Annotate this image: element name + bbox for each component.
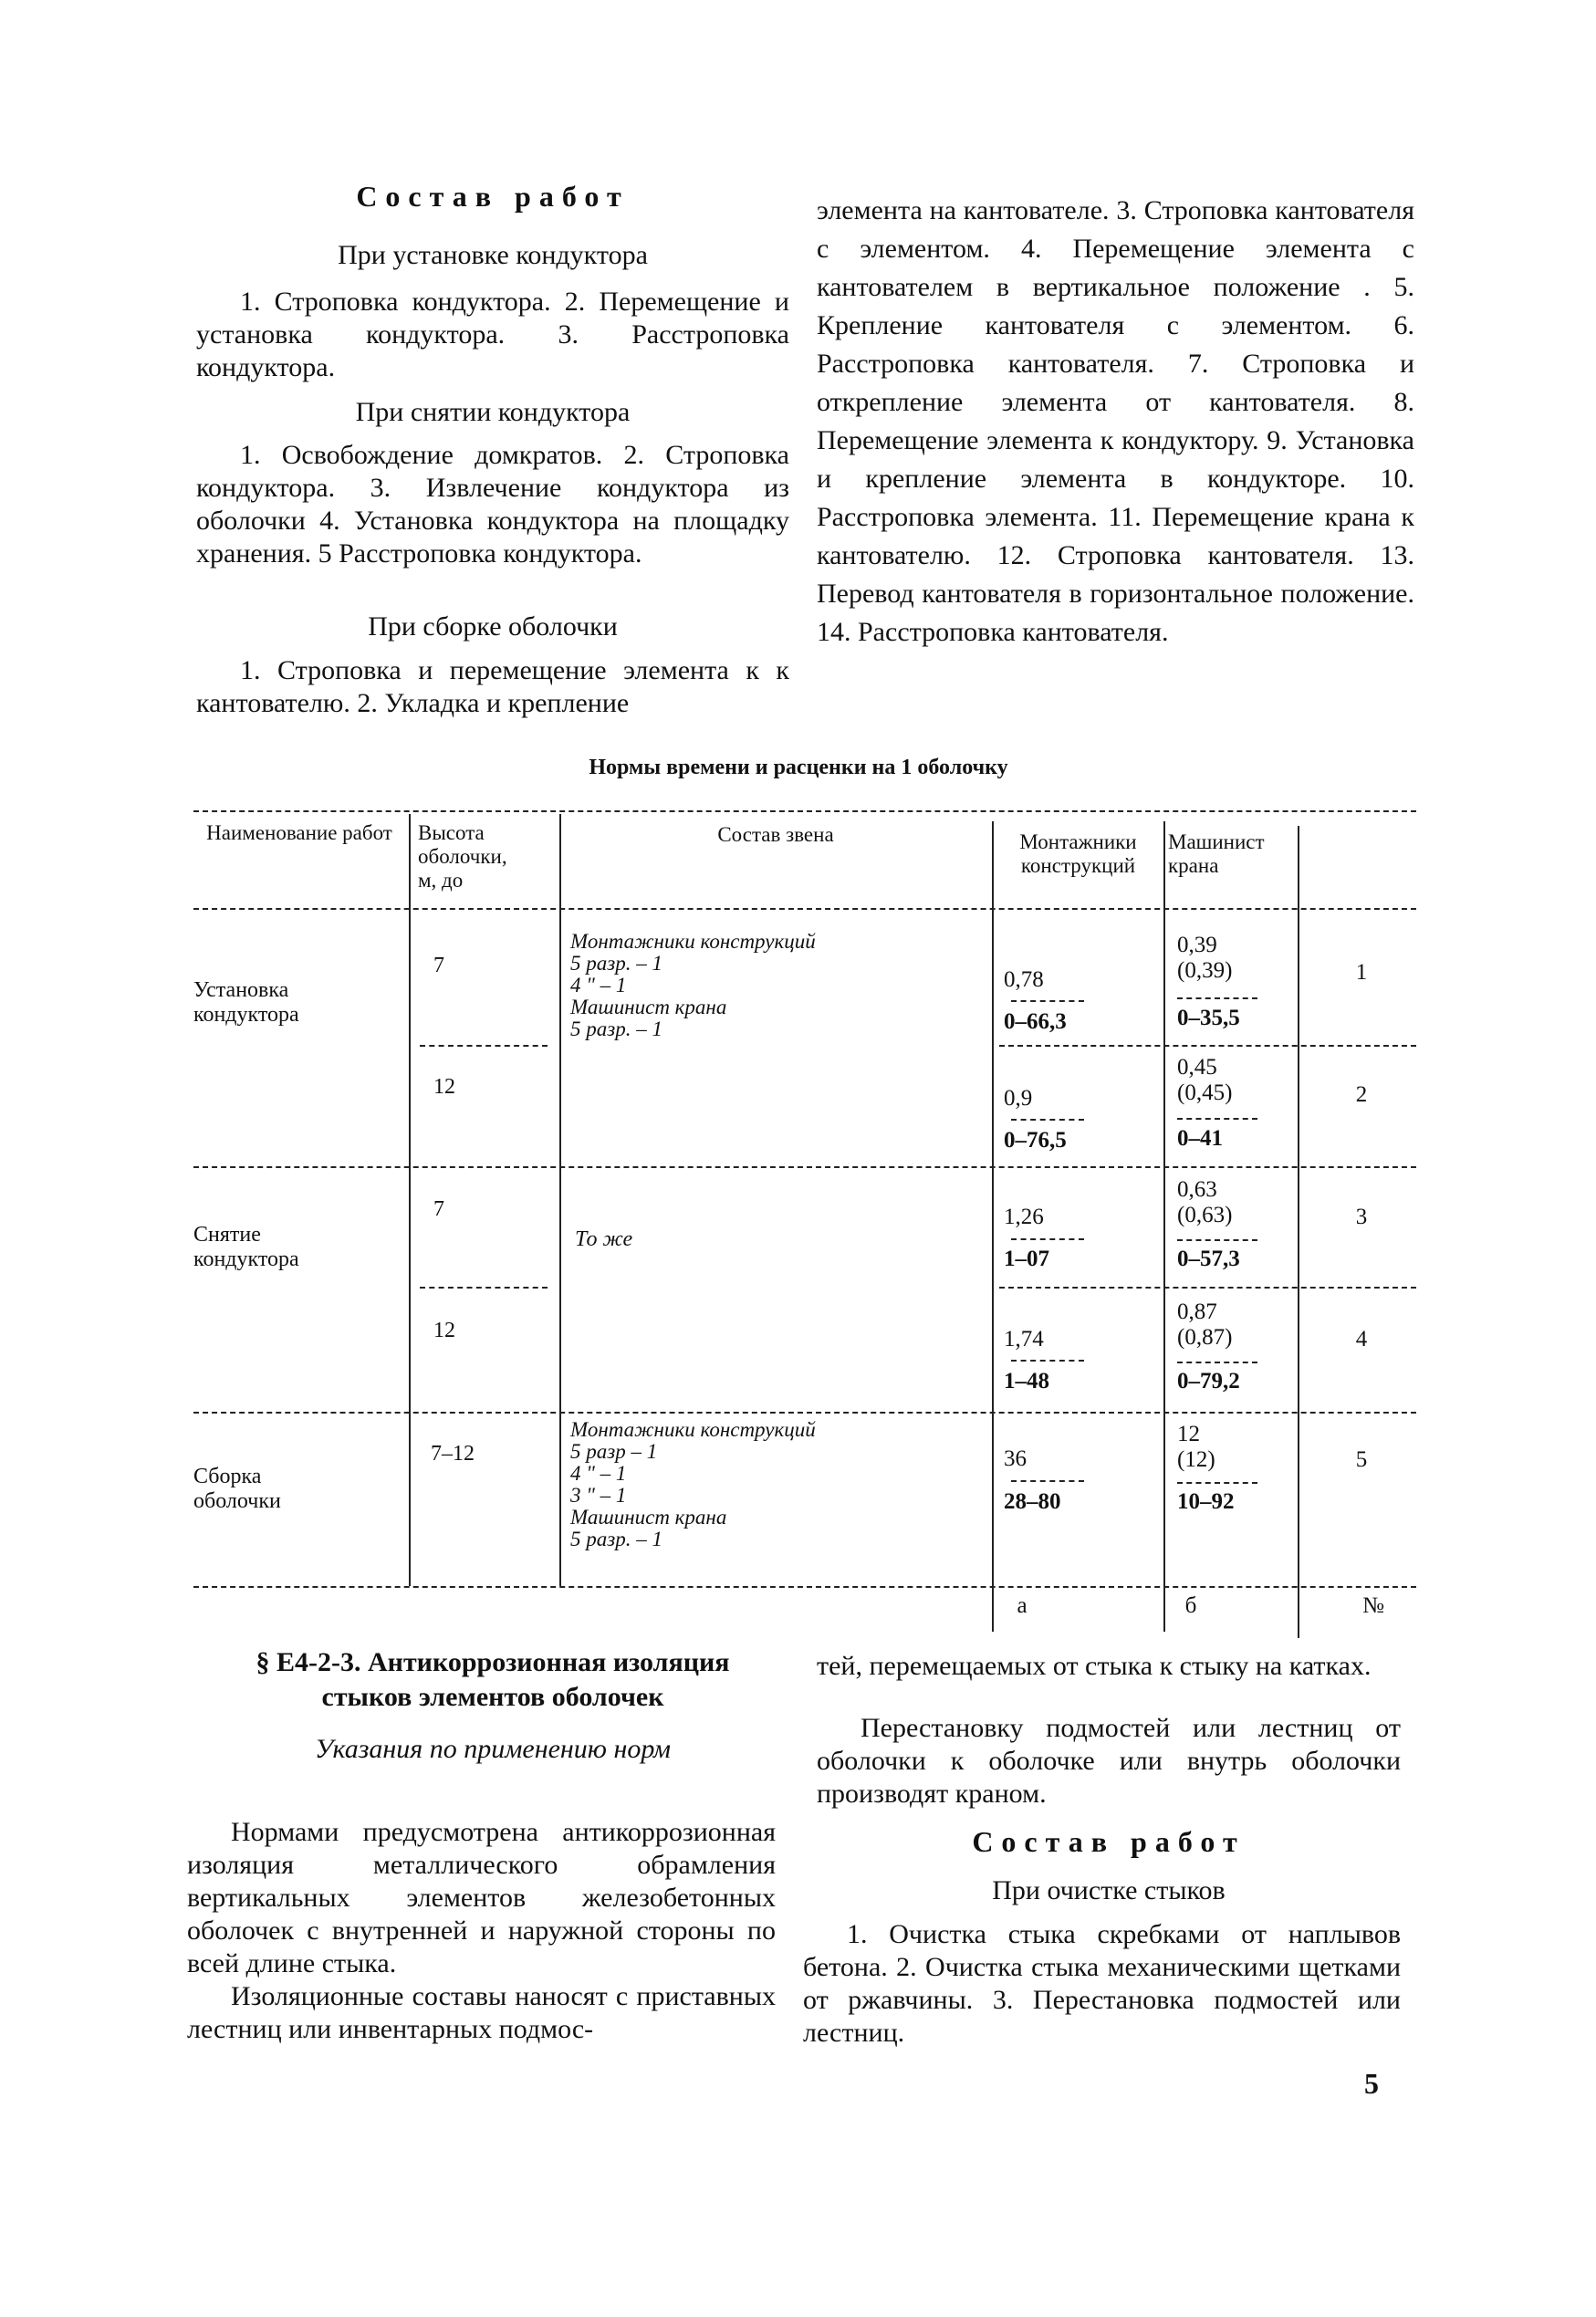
group1-row-split [999, 1045, 1416, 1047]
col-divider-4 [1163, 821, 1165, 1632]
group2-height-split [420, 1287, 548, 1289]
row4-height: 12 [433, 1319, 455, 1342]
row1-installers-fraction [1011, 1000, 1084, 1002]
row2-crane-machine-time: (0,45) [1177, 1080, 1233, 1105]
group3-name [193, 1465, 403, 1514]
right-paragraph-3: 1. Очистка стыка скребками от наплывов бетона. 2. Очистка стыка механическими щетками от ржавчины. 3. Перестановка подмостей или лестниц. [803, 1919, 1401, 2048]
header-name [193, 821, 405, 845]
row3-installers-time: 1,26 [1004, 1205, 1044, 1229]
row1-height: 7 [433, 954, 444, 977]
row4-crane-rate: 0–79,2 [1177, 1369, 1240, 1393]
group2-name-l2: кондуктора [193, 1247, 299, 1271]
row5-crane-rate: 10–92 [1177, 1489, 1235, 1514]
paragraph-assembly: 1. Строповка и перемещение элемента к к кантователю. 2. Укладка и крепление [196, 655, 789, 718]
header-height-l1: Высота [418, 821, 485, 844]
section-title-l2: стыков элементов оболочек [321, 1682, 664, 1712]
group2-name-l1: Снятие [193, 1223, 261, 1247]
group1-crew-l1: Монтажники конструкций [570, 930, 816, 953]
group1-height-split [420, 1045, 548, 1047]
section-subheading: Указания по применению норм [315, 1734, 671, 1764]
paragraph-assembly-continued: элемента на кантователе. 3. Строповка кантователя с элементом. 4. Перемещение элемента с кантователем в вертикальное положение . 5. Крепление кантователя с элементом. 6. Расстроповка кантователя. 7. Строповка и открепление элемента от кантователя. 8. Перемещение элемента к кондуктору. 9. Установка и крепление элемента в кондукторе. 10. Расстроповка элемента. 11. Перемещение крана к кантователю. 12. Строповка кантователя. 13. Перевод кантователя в горизонтальное положение. 14. Расстроповка кантователя. [817, 195, 1414, 647]
group3-crew [570, 1419, 990, 1550]
table-header-bottom-rule [193, 908, 1416, 910]
right-paragraph-2: Перестановку подмостей или лестниц от оболочки к оболочке или внутрь оболочки производят краном. [817, 1713, 1401, 1809]
group3-crew-l3: 4 " – 1 [570, 1462, 627, 1485]
table-bottom-rule [193, 1586, 1416, 1588]
row5-number: 5 [1355, 1447, 1368, 1472]
row1-installers-rate: 0–66,3 [1004, 1009, 1067, 1034]
row4-crane-time: 0,87 [1177, 1299, 1217, 1324]
row3-crane-time: 0,63 [1177, 1177, 1217, 1202]
row2-crane-fraction [1177, 1118, 1257, 1120]
table-top-rule [193, 810, 1416, 812]
row4-crane-machine-time: (0,87) [1177, 1325, 1233, 1350]
group1-bottom-rule [193, 1166, 1416, 1168]
group1-name-l1: Установка [193, 978, 289, 1002]
section-title-l1: § Е4-2-3. Антикоррозионная изоляция [256, 1647, 730, 1677]
col-divider-2 [559, 814, 561, 1586]
subheading-remove: При снятии кондуктора [355, 397, 631, 427]
section-paragraph-1: Нормами предусмотрена антикоррозионная изоляция металлического обрамления вертикальных элементов железобетонных оболочек с внутренней и наружной стороны по всей длине стыка. [187, 1817, 776, 1978]
section-paragraph-2: Изоляционные составы наносят с приставных лестниц или инвентарных подмос- [187, 1981, 776, 2044]
row3-height: 7 [433, 1197, 444, 1221]
row4-installers-time: 1,74 [1004, 1327, 1044, 1352]
group3-crew-l1: Монтажники конструкций [570, 1418, 816, 1441]
row2-height: 12 [433, 1075, 455, 1099]
group1-crew-l3: 4 " – 1 [570, 974, 627, 997]
header-installers [995, 830, 1162, 878]
footer-column-b: б [1184, 1593, 1197, 1618]
subheading-assembly: При сборке оболочки [368, 611, 618, 642]
right-heading-work-composition: Состав работ [972, 1825, 1246, 1858]
group1-crew [570, 931, 990, 1040]
col-divider-3 [992, 821, 994, 1632]
row1-crane-time: 0,39 [1177, 933, 1217, 957]
page-number: 5 [1364, 2067, 1379, 2100]
row3-crane-fraction [1177, 1239, 1257, 1241]
group3-name-l1: Сборка [193, 1465, 262, 1488]
paragraph-install: 1. Строповка кондуктора. 2. Перемещение и установка кондуктора. 3. Расстроповка кондуктора. [196, 287, 789, 382]
row2-number: 2 [1355, 1082, 1368, 1107]
group1-name-l2: кондуктора [193, 1003, 299, 1027]
row3-installers-fraction [1011, 1238, 1084, 1240]
header-crane-operator [1168, 830, 1296, 878]
header-installers-l1: Монтажники [1019, 830, 1137, 853]
row2-crane-rate: 0–41 [1177, 1126, 1223, 1151]
footer-column-number: № [1362, 1593, 1384, 1618]
header-height [418, 821, 555, 892]
row5-installers-fraction [1011, 1480, 1084, 1482]
header-height-l3: м, до [418, 869, 464, 892]
row5-height: 7–12 [431, 1442, 475, 1466]
group2-row-split [999, 1287, 1416, 1289]
group3-name-l2: оболочки [193, 1489, 281, 1513]
col-divider-1 [409, 814, 411, 1586]
subheading-install: При установке кондуктора [338, 240, 648, 270]
group1-crew-l2: 5 разр. – 1 [570, 952, 662, 975]
group2-crew: То же [575, 1227, 633, 1251]
row1-crane-rate: 0–35,5 [1177, 1006, 1240, 1030]
group2-name [193, 1223, 403, 1272]
group3-crew-l4: 3 " – 1 [570, 1484, 627, 1507]
group2-bottom-rule [193, 1412, 1416, 1414]
section-title [196, 1645, 789, 1715]
row1-crane-machine-time: (0,39) [1177, 958, 1233, 983]
header-crew: Состав звена [717, 823, 834, 846]
row4-number: 4 [1355, 1327, 1368, 1352]
table-caption: Нормы времени и расценки на 1 оболочку [589, 756, 1008, 779]
col-divider-5 [1298, 826, 1299, 1638]
group1-crew-l4: Машинист крана [570, 996, 727, 1018]
row2-installers-rate: 0–76,5 [1004, 1128, 1067, 1153]
row5-crane-time: 12 [1177, 1422, 1200, 1446]
right-paragraph-1: тей, перемещаемых от стыка к стыку на катках. [817, 1651, 1372, 1681]
row2-crane-time: 0,45 [1177, 1055, 1217, 1080]
header-crane-operator-l1: Машинист [1168, 830, 1265, 853]
header-name-text: Наименование работ [206, 821, 392, 844]
footer-column-a: а [1017, 1593, 1027, 1618]
row5-crane-machine-time: (12) [1177, 1447, 1215, 1472]
paragraph-remove: 1. Освобождение домкратов. 2. Строповка кондуктора. 3. Извлечение кондуктора из оболочки 4. Установка кондуктора на площадку хранения. 5 Расстроповка кондуктора. [196, 440, 789, 569]
row3-installers-rate: 1–07 [1004, 1247, 1049, 1271]
group3-crew-l2: 5 разр – 1 [570, 1440, 658, 1463]
row3-crane-rate: 0–57,3 [1177, 1247, 1240, 1271]
row1-installers-time: 0,78 [1004, 967, 1044, 992]
header-installers-l2: конструкций [1020, 854, 1136, 877]
row5-crane-fraction [1177, 1482, 1257, 1484]
group3-crew-l6: 5 разр. – 1 [570, 1528, 662, 1550]
group1-crew-l5: 5 разр. – 1 [570, 1018, 662, 1040]
row3-crane-machine-time: (0,63) [1177, 1203, 1233, 1227]
row1-number: 1 [1355, 960, 1368, 985]
row1-crane-fraction [1177, 997, 1257, 999]
right-subheading-cleaning: При очистке стыков [992, 1875, 1226, 1905]
row2-installers-time: 0,9 [1004, 1086, 1033, 1111]
row4-installers-rate: 1–48 [1004, 1369, 1049, 1393]
header-height-l2: оболочки, [418, 845, 507, 868]
row3-number: 3 [1355, 1205, 1368, 1229]
row5-installers-rate: 28–80 [1004, 1489, 1061, 1514]
left-heading-work-composition: Состав работ [356, 180, 630, 213]
row5-installers-time: 36 [1004, 1446, 1027, 1471]
row4-installers-fraction [1011, 1360, 1084, 1362]
header-crane-operator-l2: крана [1168, 854, 1219, 877]
group1-name [193, 978, 403, 1028]
row4-crane-fraction [1177, 1362, 1257, 1363]
row2-installers-fraction [1011, 1119, 1084, 1121]
group3-crew-l5: Машинист крана [570, 1506, 727, 1529]
